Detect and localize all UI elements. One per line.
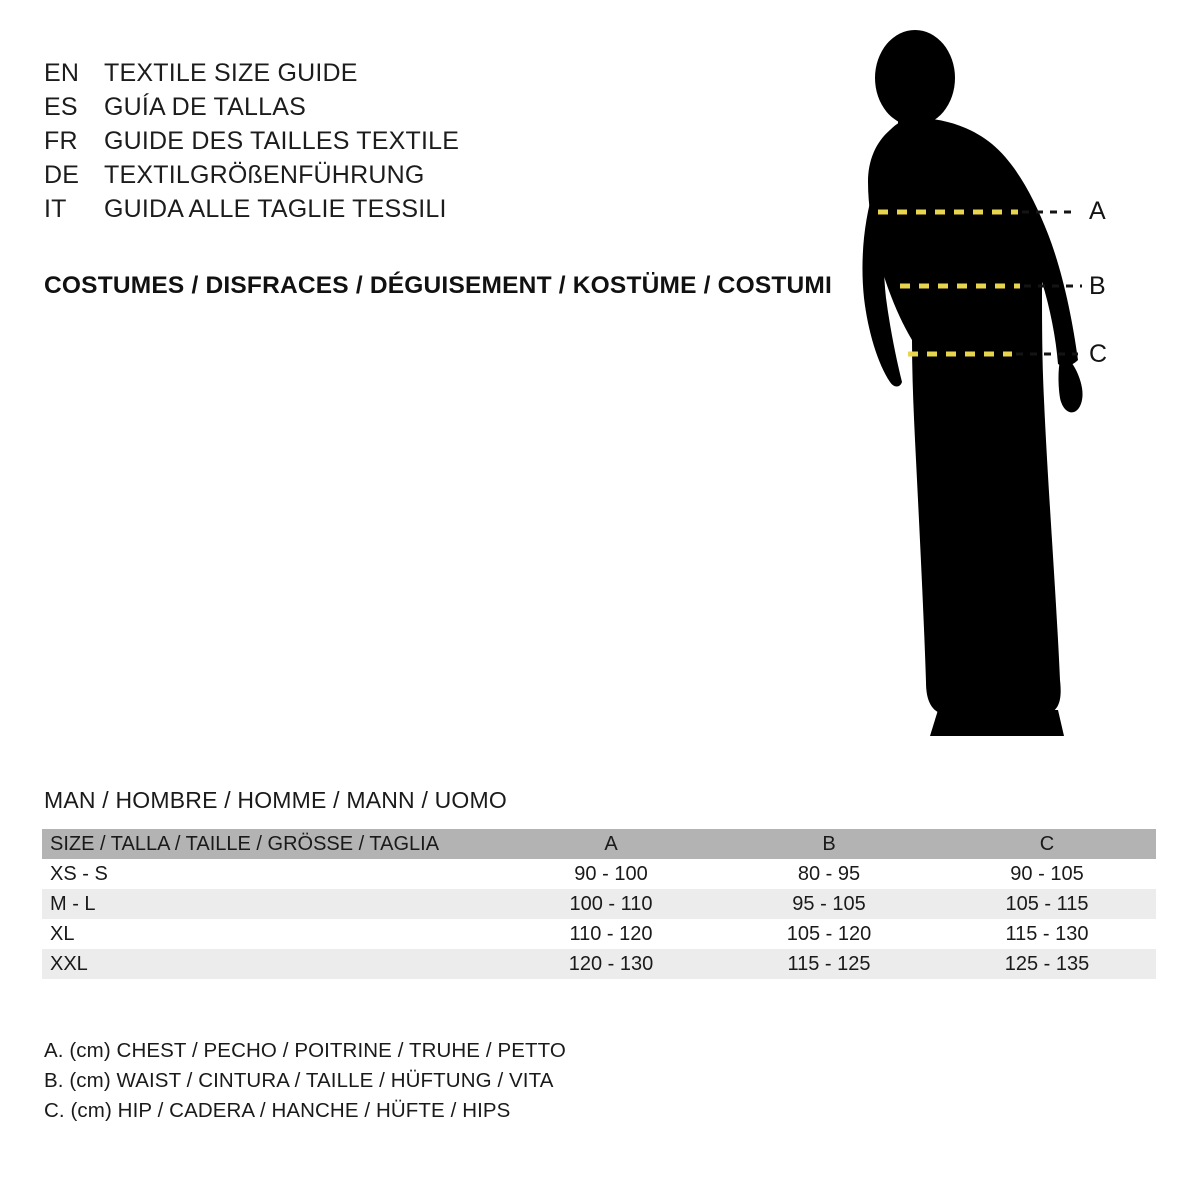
language-code: IT xyxy=(44,195,67,223)
legend-line-a: A. (cm) CHEST / PECHO / POITRINE / TRUHE / PETTO xyxy=(44,1039,566,1062)
cell-chest: 100 - 110 xyxy=(502,889,720,919)
cell-waist: 95 - 105 xyxy=(720,889,938,919)
silhouette-shape xyxy=(862,30,1082,736)
measurement-legend xyxy=(44,1036,844,1126)
table-row xyxy=(42,919,1156,949)
table-header-row xyxy=(42,829,1156,859)
cell-chest: 120 - 130 xyxy=(502,949,720,979)
legend-line-b: B. (cm) WAIST / CINTURA / TAILLE / HÜFTUNG / VITA xyxy=(44,1069,554,1092)
language-code: FR xyxy=(44,127,78,155)
language-row xyxy=(44,158,804,192)
cell-waist: 80 - 95 xyxy=(720,859,938,889)
language-row xyxy=(44,124,804,158)
category-line: COSTUMES / DISFRACES / DÉGUISEMENT / KOSTÜME / COSTUMI xyxy=(44,272,833,299)
table-caption: MAN / HOMBRE / HOMME / MANN / UOMO xyxy=(44,787,507,813)
cell-size: M - L xyxy=(42,889,502,919)
column-header-c: C xyxy=(938,829,1156,859)
table-row xyxy=(42,859,1156,889)
language-text: GUIDA ALLE TAGLIE TESSILI xyxy=(104,195,447,223)
cell-waist: 115 - 125 xyxy=(720,949,938,979)
cell-hip: 115 - 130 xyxy=(938,919,1156,949)
legend-line-c: C. (cm) HIP / CADERA / HANCHE / HÜFTE / HIPS xyxy=(44,1099,511,1122)
size-table xyxy=(42,829,1156,979)
cell-hip: 105 - 115 xyxy=(938,889,1156,919)
language-code: DE xyxy=(44,161,80,189)
language-text: GUÍA DE TALLAS xyxy=(104,93,306,121)
cell-chest: 110 - 120 xyxy=(502,919,720,949)
cell-size: XXL xyxy=(42,949,502,979)
language-row xyxy=(44,192,804,226)
measure-label-a: A xyxy=(1089,197,1106,225)
language-list xyxy=(44,56,804,226)
cell-hip: 125 - 135 xyxy=(938,949,1156,979)
cell-size: XL xyxy=(42,919,502,949)
language-text: TEXTILE SIZE GUIDE xyxy=(104,59,358,87)
language-code: ES xyxy=(44,93,78,121)
column-header-a: A xyxy=(502,829,720,859)
column-header-b: B xyxy=(720,829,938,859)
language-text: GUIDE DES TAILLES TEXTILE xyxy=(104,127,460,155)
column-header-size: SIZE / TALLA / TAILLE / GRÖSSE / TAGLIA xyxy=(42,829,502,859)
table-row xyxy=(42,889,1156,919)
measure-label-b: B xyxy=(1089,272,1106,300)
language-code: EN xyxy=(44,59,80,87)
cell-chest: 90 - 100 xyxy=(502,859,720,889)
body-silhouette-figure xyxy=(820,20,1160,760)
language-row xyxy=(44,90,804,124)
cell-size: XS - S xyxy=(42,859,502,889)
language-text: TEXTILGRÖßENFÜHRUNG xyxy=(104,161,425,189)
table-row xyxy=(42,949,1156,979)
cell-waist: 105 - 120 xyxy=(720,919,938,949)
measure-label-c: C xyxy=(1089,340,1108,368)
cell-hip: 90 - 105 xyxy=(938,859,1156,889)
language-row xyxy=(44,56,804,90)
